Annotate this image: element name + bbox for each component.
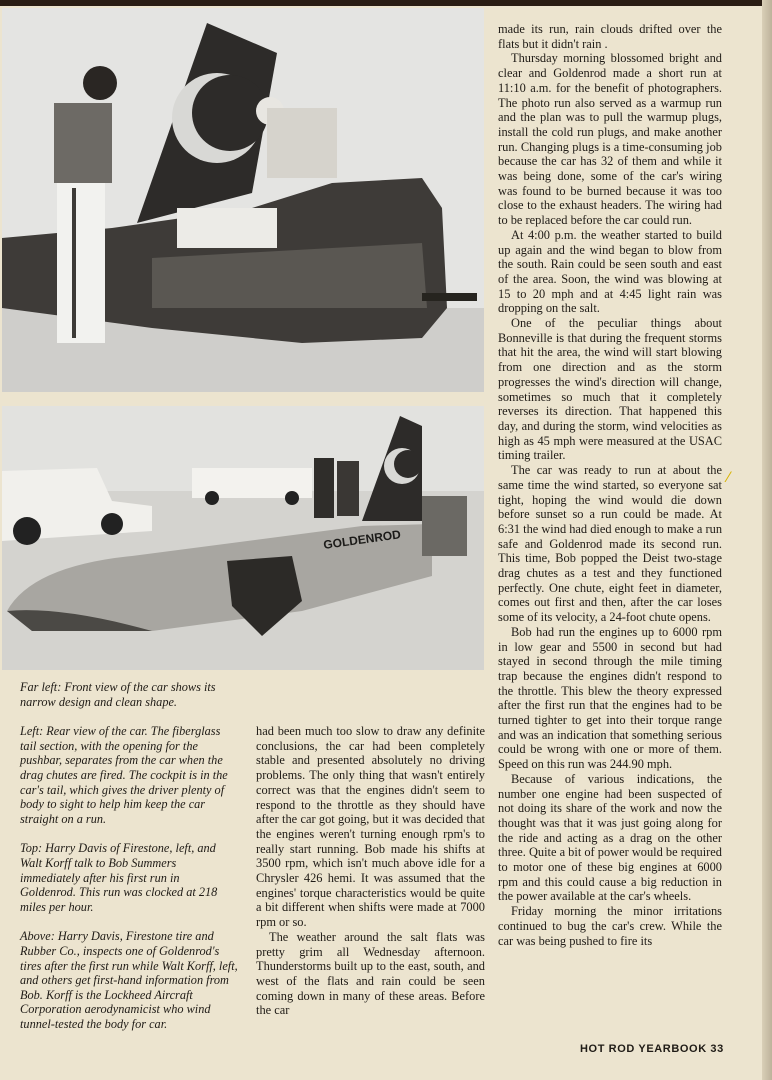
paragraph: Bob had run the engines up to 6000 rpm in low gear and 5500 in second but had stayed in second through the mile timing trap because the engines didn't respond to the throttle. This blew the theory expressed after the first run that the engines had to be turned tighter to get into their torque range and was an indication that something serious could be wrong with one or more of them. Speed on this run was 244.90 mph.: [498, 624, 722, 772]
caption-left: Left: Rear view of the car. The fiberglass tail section, with the opening for the pushbar, separates from the car when the drag chutes are fired. The cockpit is in the car's tail, which gives the driver plenty of body to sight to help him keep the car straight on a run.: [20, 724, 228, 826]
photo-tire-inspection: [2, 406, 484, 670]
caption-top: Top: Harry Davis of Firestone, left, and Walt Korff talk to Bob Summers immediately after his first run in Goldenrod. This run was clocked at 218 miles per hour.: [20, 841, 218, 914]
article-column-middle: [256, 724, 485, 1018]
photo-captions: [20, 680, 238, 1046]
paragraph: Thursday morning blossomed bright and clear and Goldenrod made a short run at 11:10 a.m. for the benefit of photographers. The photo run also served as a warmup run and the plan was to pull the warmup plugs, install the cold run plugs, and make another run. Changing plugs is a time-consuming job because the car has 32 of them and while it was being done, some of the car's wiring was found to be burned because it was too close to the exhaust headers. The wiring had to be replaced before the car could run.: [498, 51, 722, 228]
caption-above: Above: Harry Davis, Firestone tire and Rubber Co., inspects one of Goldenrod's tires after the first run while Walt Korff, left, and others get first-hand information from Bob. Korff is the Lockheed Aircraft Corporation aerodynamicist who wind tunnel-tested the body for car.: [20, 929, 238, 1031]
paragraph: Friday morning the minor irritations continued to bug the car's crew. While the car was being pushed to fire its: [498, 904, 722, 948]
paragraph: The car was ready to run at about the same time the wind started, so everyone sat tight, hoping the wind would die down before sunset so a run could be made. At 6:31 the wind had died enough to make a run safe and Goldenrod made its second run. This time, Bob popped the Deist two-stage drag chutes as a test and they functioned perfectly. One chute, eight feet in diameter, comes out first and then, after the car loses some of its velocity, a 24-foot chute opens.: [498, 463, 723, 625]
photo-rear-view: [2, 8, 484, 392]
paragraph: The weather around the salt flats was pretty grim all Wednesday afternoon. Thunderstorms built up to the east, south, and west of the flats and rain could be seen coming down in many of these areas. Before the car: [256, 929, 485, 1018]
article-column-right: [498, 22, 722, 948]
photo-tire-inspection-illustration: [2, 406, 484, 670]
highlighter-mark: ⁄: [727, 470, 730, 486]
page-edge-shadow: [762, 0, 772, 1080]
photo-car-label: GOLDENROD: [322, 527, 402, 552]
paragraph: made its run, rain clouds drifted over the flats but it didn't rain .: [498, 22, 722, 51]
paragraph: Because of various indications, the number one engine had been suspected of not doing its share of the work and now the thought was that it was just going along for the ride and acting as a drag on the other three. Quite a bit of power would be required to motor one of these big engines at 6000 rpm and this could cause a big reduction in the power available at the car's wheels.: [498, 771, 722, 904]
photo-rear-view-illustration: [2, 8, 484, 392]
paragraph: had been much too slow to draw any definite conclusions, the car had been completely stable and presented absolutely no driving problems. The only thing that wasn't entirely correct was that the engines didn't seem to respond to the throttle as they should have after the car got going, but it was decided that the engines weren't turning enough rpm's to really start running. Bob made his shifts at 3500 rpm, which isn't much above idle for a Chrysler 426 hemi. It was assumed that the engines' torque characteristics would be quite a bit different when shifts were made at 7000 rpm or so.: [256, 724, 485, 930]
page-footer: HOT ROD YEARBOOK 33: [580, 1043, 724, 1055]
paragraph: One of the peculiar things about Bonneville is that during the frequent storms that hit the area, the wind will start blowing from one direction and as the storm progresses the wind's direction will change, sometimes so much that it completely reverses its direction. That happened this day, and during the storm, wind velocities as high as 45 mph were measured at the USAC timing trailer.: [498, 316, 722, 463]
paragraph: At 4:00 p.m. the weather started to build up again and the wind began to blow from the south. Rain could be seen south and east of the area. Soon, the wind was blowing at 15 to 20 mph and at 4:45 light rain was dropping on the salt.: [498, 227, 722, 316]
page-top-band: [0, 0, 772, 6]
caption-far-left: Far left: Front view of the car shows its narrow design and clean shape.: [20, 680, 216, 709]
